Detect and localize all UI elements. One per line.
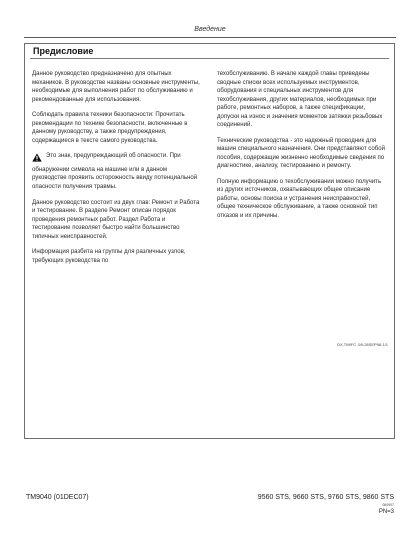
warning-text: Это знак, предупреждающий об опасности. При обнаружении символа на машине или в данном руководстве проявить осторожность ввиду потенциальной опасности получения травмы.: [32, 153, 198, 190]
page-title: Предисловие: [33, 46, 94, 56]
paragraph-groups: Информация разбита на группы для различных узлов, требующих руководства по: [32, 249, 186, 264]
model-list: 9560 STS, 9660 STS, 9760 STS, 9860 STS: [257, 494, 394, 501]
paragraph-service: техобслуживанию. В начале каждой главы приведены сводные списки всех используемых инструментов, оборудования и специальных инструментов для техобслуживания, других материалов, необходимых при работе, ремонтных наборов, а также спецификации, допуски на износ и значения моментов затяжки резьбовых соединений.: [217, 71, 383, 128]
page-number: PN=3: [378, 509, 394, 515]
running-header-section: Введение: [194, 26, 226, 33]
paragraph-safety: Соблюдать правила техники безопасности: Прочитать рекомендации по технике безопасности, включенные в данному руководству, а также предупреждения, содержащиеся в тексте самого руководства.: [32, 112, 188, 144]
footer-code: 060907: [382, 503, 394, 507]
reference-code: DX,TMIFC -59-28SEP98-1/1: [337, 342, 388, 347]
right-column: [217, 70, 387, 228]
paragraph-warning: [32, 152, 202, 191]
warning-triangle-icon: [32, 153, 42, 166]
paragraph-full-info: Полную информацию о техобслуживании можно получить из других источников, охватывающих общее описание работы, основы поиска и устранения неисправностей, общее техническое обслуживание, а также основной тип отказов и их причины.: [217, 178, 382, 219]
paragraph-technical: Технические руководства - это надежный проводник для машин специального назначения. Они представляют собой пособия, содержащие жизненно необходимые сведения по диагностике, анализу, тестированию и ремонту.: [217, 137, 385, 170]
manual-id: TM9040 (01DEC07): [26, 494, 89, 501]
header-rule: [24, 37, 396, 38]
paragraph-chapters: Данное руководство состоит из двух глав: Ремонт и Работа и тестирование. В разделе Ремонт описан порядок проведения ремонтных работ. Раздел Работа и тестирование позволяет быстро найти большинство типичных неисправностей.: [32, 199, 200, 240]
title-underline: [30, 58, 389, 59]
left-column: [32, 70, 202, 272]
paragraph-intro: Данное руководство предназначено для опытных механиков. В руководстве названы основные инструменты, необходимые для выполнения работ по обслуживанию и рекомендованные для использования.: [32, 71, 200, 103]
